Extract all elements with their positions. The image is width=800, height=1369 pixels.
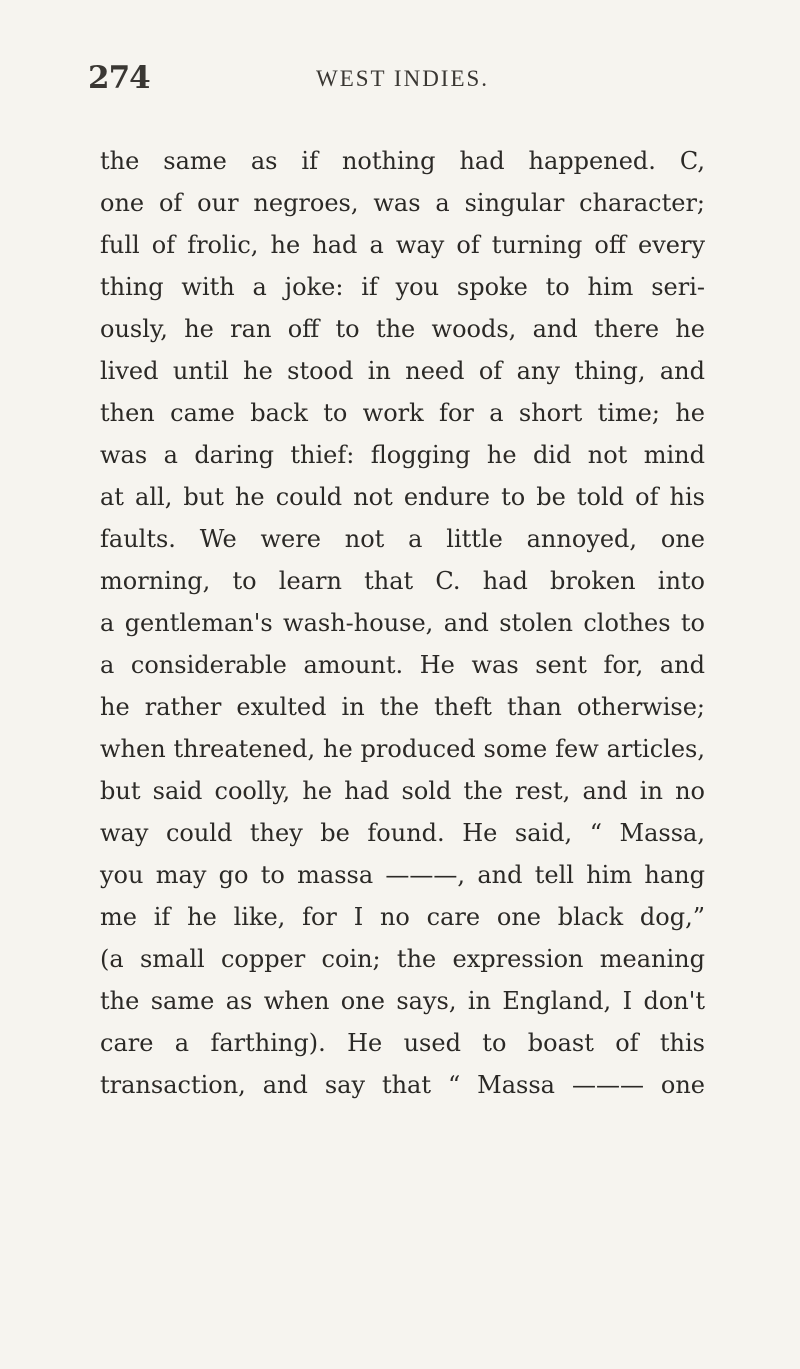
page-number: 274 — [88, 60, 150, 96]
text-line: full of frolic, he had a way of turning off every — [100, 231, 705, 259]
text-line: the same as when one says, in England, I don't — [100, 987, 705, 1015]
text-line: morning, to learn that C. had broken into — [100, 567, 705, 595]
text-line: (a small copper coin; the expression meaning — [100, 945, 705, 973]
text-line: thing with a joke: if you spoke to him seri- — [100, 273, 705, 301]
running-head: WEST INDIES. — [316, 66, 490, 91]
text-line: one of our negroes, was a singular character; — [100, 189, 705, 217]
text-line: transaction, and say that “ Massa ——— one — [100, 1071, 705, 1099]
body-text — [100, 140, 705, 1106]
text-line: the same as if nothing had happened. C, — [100, 147, 705, 175]
text-line: then came back to work for a short time; he — [100, 399, 705, 427]
text-line: faults. We were not a little annoyed, one — [100, 525, 705, 553]
page-header — [88, 60, 698, 100]
text-line: but said coolly, he had sold the rest, and in no — [100, 777, 705, 805]
text-line: a gentleman's wash-house, and stolen clothes to — [100, 609, 705, 637]
text-line: a considerable amount. He was sent for, and — [100, 651, 705, 679]
text-line: when threatened, he produced some few articles, — [100, 735, 705, 763]
text-line: was a daring thief: flogging he did not mind — [100, 441, 705, 469]
text-line: me if he like, for I no care one black dog,” — [100, 903, 705, 931]
text-line: you may go to massa ———, and tell him hang — [100, 861, 705, 889]
text-line: at all, but he could not endure to be told of his — [100, 483, 705, 511]
text-line: lived until he stood in need of any thing, and — [100, 357, 705, 385]
text-line: he rather exulted in the theft than otherwise; — [100, 693, 705, 721]
text-line: way could they be found. He said, “ Massa, — [100, 819, 705, 847]
text-line: care a farthing). He used to boast of this — [100, 1029, 705, 1057]
text-line: ously, he ran off to the woods, and there he — [100, 315, 705, 343]
